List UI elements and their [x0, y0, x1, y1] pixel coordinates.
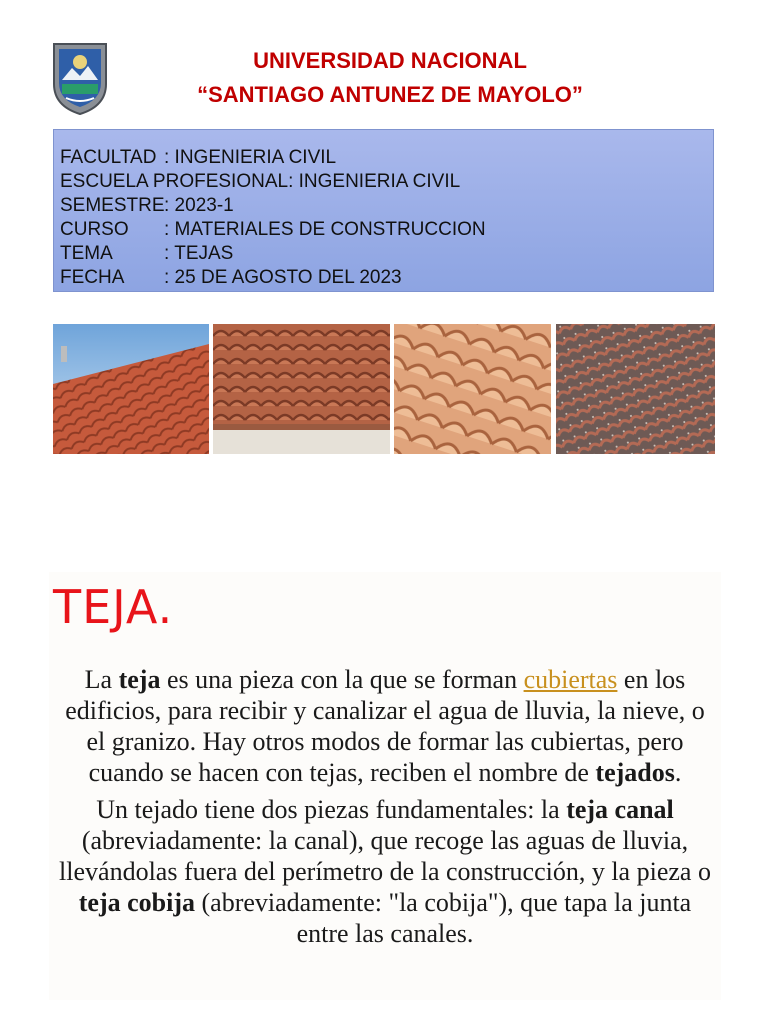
- text-span: .: [674, 758, 682, 787]
- text-span: en los edificios, para recibir y canalizar el agua de lluvia, la nieve, o el granizo. Hay otros modos de formar las cubiertas, pero cuando se hacen con tejas, reciben el nombre de: [65, 665, 705, 787]
- curso-label: CURSO: [60, 219, 129, 240]
- bold-term-tejados: tejados: [595, 758, 675, 787]
- bold-term-teja: teja: [118, 665, 161, 694]
- course-info-box: [53, 129, 714, 292]
- semestre-value: : 2023-1: [164, 195, 234, 216]
- tema-value: : TEJAS: [164, 243, 234, 264]
- text-span: Un tejado tiene dos piezas fundamentales: la: [96, 795, 567, 824]
- university-name-line2: “SANTIAGO ANTUNEZ DE MAYOLO”: [197, 82, 583, 107]
- cubiertas-link[interactable]: cubiertas: [523, 665, 618, 694]
- document-header: [0, 0, 768, 120]
- university-title: [120, 44, 660, 112]
- teja-paragraph-1: [53, 664, 717, 788]
- text-span: (abreviadamente: la canal), que recoge las aguas de lluvia, llevándolas fuera del perímetro de la construcción, y la pieza o: [59, 826, 711, 886]
- info-row-semestre: [60, 194, 713, 218]
- university-crest-icon: [50, 40, 110, 116]
- curso-value: : MATERIALES DE CONSTRUCCION: [164, 219, 486, 240]
- tema-label: TEMA: [60, 243, 113, 264]
- weathered-roof-photo: [556, 324, 715, 454]
- facultad-value: : INGENIERIA CIVIL: [164, 147, 337, 168]
- text-span: es una pieza con la que se forman: [160, 665, 524, 694]
- info-row-escuela: [60, 170, 713, 194]
- fecha-value: : 25 DE AGOSTO DEL 2023: [164, 267, 402, 288]
- escuela-value: : INGENIERIA CIVIL: [288, 171, 461, 192]
- info-row-fecha: [60, 266, 713, 290]
- escuela-label: ESCUELA PROFESIONAL: [60, 171, 289, 192]
- roof-photo-strip: [53, 324, 715, 454]
- teja-body-text: [53, 664, 717, 955]
- info-row-tema: [60, 242, 713, 266]
- fecha-label: FECHA: [60, 267, 125, 288]
- stacked-tiles-photo: [394, 324, 551, 454]
- bold-term-teja-cobija: teja cobija: [78, 888, 195, 917]
- clay-roof-tiles-photo: [213, 324, 390, 454]
- info-row-facultad: [60, 146, 713, 170]
- facultad-label: FACULTAD: [60, 147, 157, 168]
- bold-term-teja-canal: teja canal: [566, 795, 674, 824]
- tiled-roof-photo: [53, 324, 209, 454]
- teja-heading: TEJA.: [53, 580, 174, 634]
- text-span: (abreviadamente: "la cobija"), que tapa la junta entre las canales.: [195, 888, 692, 948]
- university-name-line1: UNIVERSIDAD NACIONAL: [253, 48, 527, 73]
- text-span: La: [84, 665, 119, 694]
- semestre-label: SEMESTRE: [60, 195, 165, 216]
- info-row-curso: [60, 218, 713, 242]
- teja-paragraph-2: [53, 794, 717, 949]
- teja-definition-section: [49, 572, 721, 1000]
